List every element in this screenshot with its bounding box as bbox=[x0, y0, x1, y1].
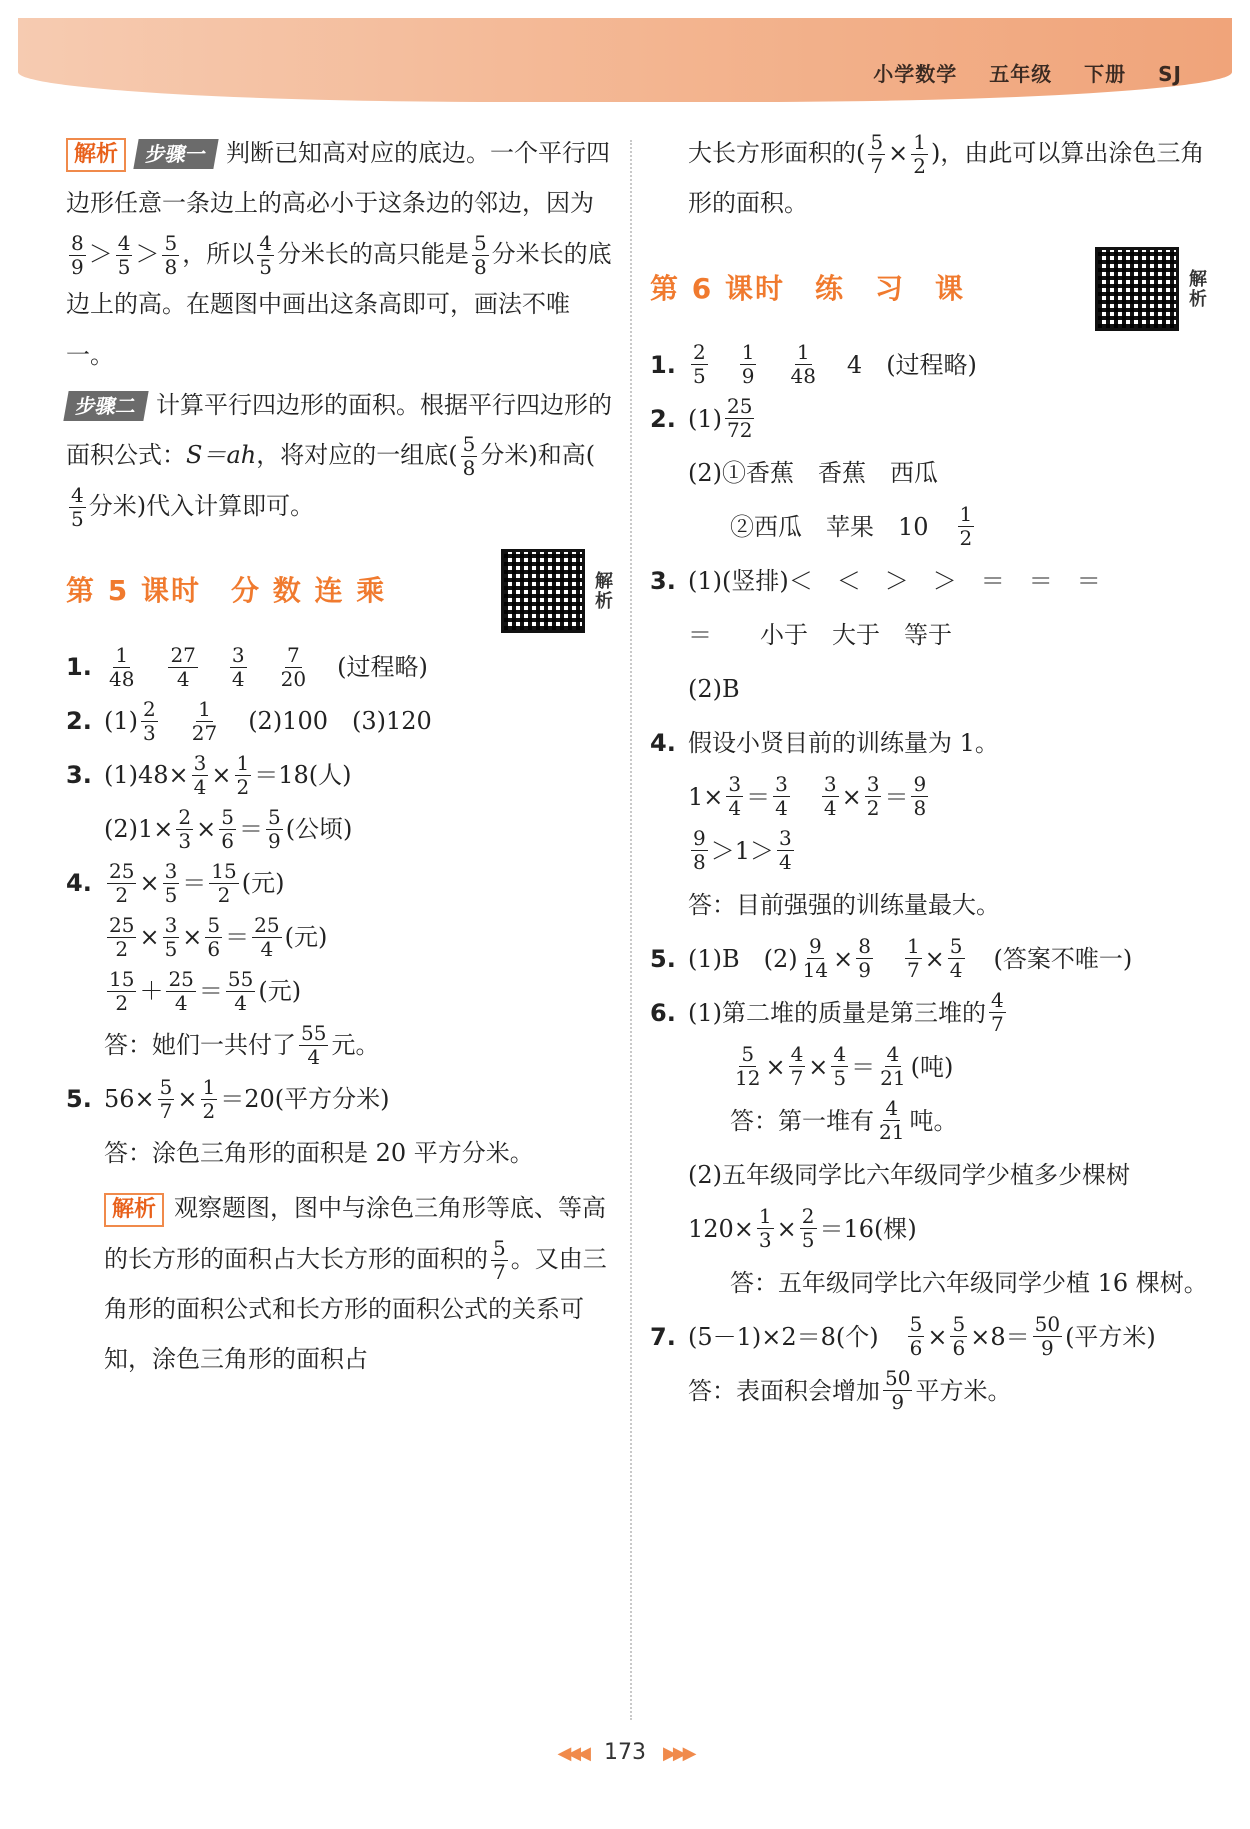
analysis-block-3: 解析 观察题图，图中与涂色三角形等底、等高的长方形的面积占大长方形的面积的 $\frac{5}{7}$ 。又由三角形的面积公式和长方形的面积公式的关系可知，涂色三角形的面积占 bbox=[104, 1194, 607, 1374]
answer-text: 56× bbox=[104, 1085, 155, 1114]
analysis-tag: 解析 bbox=[104, 1193, 164, 1227]
answer-text: (1)48× bbox=[104, 761, 189, 790]
answer-item bbox=[650, 665, 1210, 713]
analysis-text: 观察题图，图中与涂色三角形等底、等高的长方形的面积占大长方形的面积的 bbox=[104, 1194, 607, 1273]
answer-item bbox=[66, 1129, 616, 1177]
answer-item: $\frac{9}{8}$ ＞1＞ $\frac{3}{4}$ bbox=[693, 826, 792, 875]
prev-arrows-icon: ◀◀◀ bbox=[557, 1743, 587, 1764]
answer-item: 4. 假设小贤目前的训练量为 1。 bbox=[650, 719, 1210, 767]
answer-item bbox=[650, 449, 1210, 497]
header-band bbox=[18, 18, 1232, 102]
answer-text: 平方米。 bbox=[915, 1376, 1012, 1405]
answer-text: 答：涂色三角形的面积是 20 平方分米。 bbox=[104, 1139, 534, 1168]
analysis-text: ，将对应的一组底( bbox=[256, 441, 458, 470]
answer-text: (2)五年级同学比六年级同学少植多少棵树 bbox=[688, 1160, 1130, 1189]
analysis-tag: 解析 bbox=[66, 138, 126, 172]
answer-item: 4. $\frac{25}{2}$ × $\frac{3}{5}$ ＝ $\frac{15}{2}$ (元) bbox=[66, 858, 285, 907]
answer-text: 4 (过程略) bbox=[846, 350, 977, 379]
answer-item: 1× $\frac{3}{4}$ ＝ $\frac{3}{4}$ $\frac{3}{4}$ × $\frac{3}{2}$ ＝ $\frac{9}{8}$ bbox=[688, 772, 927, 821]
formula: S＝ah bbox=[186, 441, 257, 470]
answer-text: (1) bbox=[688, 404, 722, 433]
analysis-text: 分米)代入计算即可。 bbox=[88, 491, 315, 520]
answer-text: 120× bbox=[688, 1214, 754, 1243]
header-volume: 下册 bbox=[1084, 62, 1127, 86]
answer-text: 元。 bbox=[331, 1031, 380, 1060]
answer-text: (2)1× bbox=[104, 815, 174, 844]
header-edition: SJ bbox=[1158, 62, 1182, 86]
header-text bbox=[849, 58, 1182, 87]
answer-item: $\frac{5}{12}$ × $\frac{4}{7}$ × $\frac{4}{5}$ ＝ $\frac{4}{21}$ (吨) bbox=[735, 1042, 954, 1091]
page-footer bbox=[0, 1740, 1250, 1765]
answer-item: 2. (1) $\frac{2}{3}$ $\frac{1}{27}$ (2)100 (3)120 bbox=[66, 696, 432, 745]
answer-text: (答案不唯一) bbox=[993, 944, 1133, 973]
qr-label: 解析 bbox=[592, 571, 613, 612]
answer-text: 答：目前强强的训练量最大。 bbox=[688, 890, 1000, 919]
answer-text: ②西瓜 苹果 10 bbox=[730, 512, 929, 541]
answer-text: (1)B (2) bbox=[688, 944, 798, 973]
answer-text: (5－1)×2＝8(个) bbox=[688, 1322, 879, 1351]
fraction: $\frac{5}{8}$ bbox=[473, 230, 487, 279]
answer-item: 2. (1) $\frac{25}{72}$ bbox=[650, 394, 753, 443]
fraction: $\frac{5}{8}$ bbox=[462, 432, 476, 481]
qr-label: 解析 bbox=[1186, 268, 1207, 309]
answer-text: 吨。 bbox=[909, 1106, 958, 1135]
qr-code[interactable] bbox=[501, 549, 616, 633]
analysis-text: 。又由三角形的面积公式和长方形的面积公式的关系可知，涂色三角形的面积占 bbox=[104, 1244, 607, 1374]
answer-text: 答：表面积会增加 bbox=[688, 1376, 880, 1405]
answer-text: ＝ 小于 大于 等于 bbox=[688, 620, 952, 649]
analysis-block-1: 解析 步骤一 判断已知高对应的底边。一个平行四边形任意一条边上的高必小于这条边的邻边，因为 $\frac{8}{9}$ ＞ $\frac{4}{5}$ ＞ $\frac{5}{8}$ ，所以 $\frac{4}{5}$ 分米长的高只能是 $\frac{5}{8}$ 分米长的底边上的高。在题图中画出这条高即可，画法不唯一。 bbox=[66, 139, 612, 369]
answer-item: 1. $\frac{1}{48}$ $\frac{27}{4}$ $\frac{3}{4}$ $\frac{7}{20}$ (过程略) bbox=[66, 642, 428, 691]
next-arrows-icon: ▶▶▶ bbox=[663, 1743, 693, 1764]
qr-code[interactable] bbox=[1095, 247, 1210, 331]
answer-item: 3. (1)48× $\frac{3}{4}$ × $\frac{1}{2}$ ＝18(人) bbox=[66, 750, 352, 799]
answer-item: 答：她们一共付了 $\frac{55}{4}$ 元。 bbox=[104, 1020, 380, 1069]
section-title-6 bbox=[650, 247, 1210, 331]
section-title-5 bbox=[66, 549, 616, 633]
header-subject: 小学数学 bbox=[873, 62, 958, 86]
fraction: $\frac{5}{8}$ bbox=[164, 230, 178, 279]
answer-text: (2)B bbox=[688, 674, 740, 703]
step2-tag: 步骤二 bbox=[63, 391, 148, 421]
answer-item bbox=[650, 611, 1210, 659]
answer-item: (2)1× $\frac{2}{3}$ × $\frac{5}{6}$ ＝ $\frac{5}{9}$ (公顷) bbox=[104, 804, 353, 853]
answer-item: 6. (1)第二堆的质量是第三堆的 $\frac{4}{7}$ bbox=[650, 988, 1004, 1037]
answer-text: (公顷) bbox=[285, 815, 353, 844]
analysis-continued: 大长方形面积的( $\frac{5}{7}$ × $\frac{1}{2}$ )，由此可以算出涂色三角形的面积。 bbox=[688, 130, 1205, 218]
answer-item: $\frac{25}{2}$ × $\frac{3}{5}$ × $\frac{5}{6}$ ＝ $\frac{25}{4}$ (元) bbox=[109, 912, 328, 961]
qr-icon bbox=[501, 549, 585, 633]
analysis-text: ，由此可以算出涂色三角形的面积。 bbox=[688, 139, 1205, 218]
answer-text: 答：她们一共付了 bbox=[104, 1031, 296, 1060]
qr-icon bbox=[1095, 247, 1179, 331]
analysis-block-2 bbox=[66, 380, 616, 531]
fraction: $\frac{4}{5}$ bbox=[259, 230, 272, 279]
answer-text: (2)①香蕉 香蕉 西瓜 bbox=[688, 458, 938, 487]
answer-text: (1) bbox=[104, 707, 138, 736]
step1-tag: 步骤一 bbox=[133, 139, 218, 169]
answer-text: (2)100 (3)120 bbox=[248, 707, 432, 736]
answer-text: (吨) bbox=[910, 1052, 954, 1081]
page-number: 173 bbox=[604, 1740, 646, 1765]
answer-text: (元) bbox=[258, 977, 302, 1006]
answer-item bbox=[650, 1259, 1210, 1307]
answer-item: ②西瓜 苹果 10 $\frac{1}{2}$ bbox=[730, 502, 973, 551]
answer-item: 120× $\frac{1}{3}$ × $\frac{2}{5}$ ＝16(棵) bbox=[688, 1204, 917, 1253]
analysis-text: 分米)和高( bbox=[480, 441, 596, 470]
column-divider bbox=[630, 140, 632, 1720]
answer-item: $\frac{15}{2}$ ＋ $\frac{25}{4}$ ＝ $\frac{55}{4}$ (元) bbox=[109, 966, 302, 1015]
answer-text: 假设小贤目前的训练量为 1。 bbox=[688, 728, 999, 757]
answer-text: (元) bbox=[284, 923, 328, 952]
answer-item: 7. (5－1)×2＝8(个) $\frac{5}{6}$ × $\frac{5}{6}$ ×8＝ $\frac{50}{9}$ (平方米) bbox=[650, 1312, 1156, 1361]
header-grade: 五年级 bbox=[989, 62, 1053, 86]
answer-item: 5. (1)B (2) $\frac{9}{14}$ × $\frac{8}{9}$ $\frac{1}{7}$ × $\frac{5}{4}$ (答案不唯一) bbox=[650, 934, 1133, 983]
answer-text: ＝20(平方分米) bbox=[220, 1085, 390, 1114]
answer-text: ＝16(棵) bbox=[819, 1214, 917, 1243]
answer-text: 答：第一堆有 bbox=[730, 1106, 874, 1135]
answer-text: (元) bbox=[241, 869, 285, 898]
answer-item bbox=[650, 881, 1210, 929]
left-column bbox=[66, 128, 616, 1385]
answer-text: 答：五年级同学比六年级同学少植 16 棵树。 bbox=[730, 1268, 1208, 1297]
fraction: $\frac{4}{5}$ bbox=[71, 482, 84, 531]
analysis-text: 分米长的高只能是 bbox=[276, 239, 469, 268]
answer-item: 答：表面积会增加 $\frac{50}{9}$ 平方米。 bbox=[688, 1366, 1012, 1415]
answer-text: (1)第二堆的质量是第三堆的 bbox=[688, 998, 986, 1027]
fraction: $\frac{4}{5}$ bbox=[117, 230, 131, 279]
answer-item: 答：第一堆有 $\frac{4}{21}$ 吨。 bbox=[730, 1096, 958, 1145]
fraction: $\frac{8}{9}$ bbox=[71, 230, 84, 279]
answer-item bbox=[650, 1151, 1210, 1199]
analysis-text: 判断已知高对应的底边。一个平行四边形任意一条边上的高必小于这条边的邻边，因为 bbox=[66, 139, 611, 218]
answer-text: (平方米) bbox=[1065, 1322, 1156, 1351]
answer-text: (过程略) bbox=[337, 653, 428, 682]
analysis-text: 计算平行四边形的面积。根据平行四边形的面积公式： bbox=[66, 390, 612, 470]
answer-item: 3. (1)(竖排)＜ ＜ ＞ ＞ ＝ ＝ ＝ bbox=[650, 557, 1210, 605]
section-title-text: 第 5 课时 分 数 连 乘 bbox=[66, 574, 387, 608]
right-column bbox=[650, 128, 1210, 1421]
section-title-text: 第 6 课时 练 习 课 bbox=[650, 271, 965, 305]
analysis-text: 大长方形面积的 bbox=[688, 139, 856, 167]
answer-text: ＝18(人) bbox=[254, 761, 352, 790]
answer-text: (1)(竖排)＜ ＜ ＞ ＞ ＝ ＝ ＝ bbox=[688, 566, 1101, 595]
answer-item: 1. $\frac{2}{5}$ $\frac{1}{9}$ $\frac{1}{48}$ 4 (过程略) bbox=[650, 340, 977, 389]
analysis-text: 分米长的底边上的高。在题图中画出这条高即可，画法不唯一。 bbox=[66, 239, 612, 369]
answer-item: 5. 56× $\frac{5}{7}$ × $\frac{1}{2}$ ＝20(平方分米) bbox=[66, 1074, 390, 1123]
analysis-text: ，所以 bbox=[182, 239, 255, 268]
